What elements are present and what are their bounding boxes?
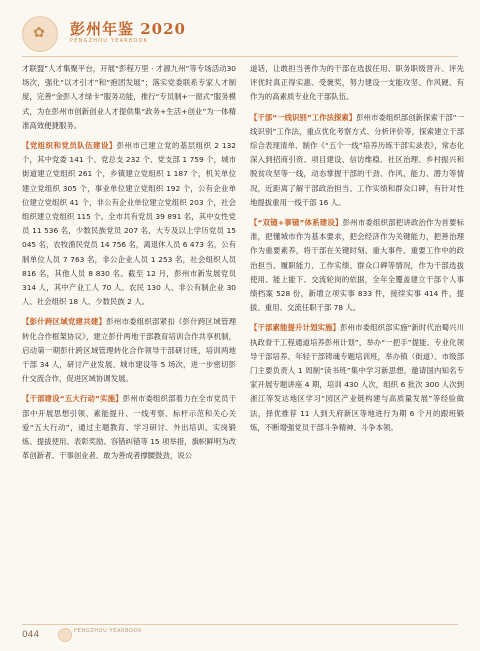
yearbook-subtitle: PENGZHOU YEARBOOK [70,38,149,44]
page-footer [0,618,480,651]
section-tag: 【干部素能提升计划实施】 [250,323,341,333]
paragraph-text: 彭州市委组织部创新探索干部“一线识别”工作法，重点优化考察方式、分析评价等，探索建立干部综合表现清单、制作《“五个一线”培养历练干部实录表》，常态化深入到招商引资、项目建设、信访维稳、社区治理、乡村振兴和脱贫攻坚等一线，动态掌握干部的干劲、作风、能力、潜力等情况，近距离了解干部政治担当、工作实绩和群众口碑，有针对性地提拔重用一线干部 16 人。 [250,112,464,207]
page-number: 044 [22,630,40,640]
paragraph [22,139,236,309]
footer-logo-icon [58,628,72,642]
paragraph [250,321,464,435]
section-tag: 【“双镜+事镜”体系建设】 [250,218,343,228]
right-column [250,62,464,441]
paragraph [22,392,236,463]
section-tag: 【干部“一线识别”工作法探索】 [250,112,357,122]
paragraph [250,62,464,105]
paragraph-text: 彭州市已建立党的基层组织 2 132 个，其中党委 141 个、党总支 232 个、党支部 1 759 个，城市街道建立党组织 261 个，乡镇建立党组织 1 187 个，机关单位建立党组织 305 个，事业单位建立党组织 192 个，公有企业单位建立党组织 41 个，非公有企业单位建立党组织 203 个，社会组织建立党组织 115 个。全市共有党员 39 891 名，其中女性党员 11 536 名，少数民族党员 207 名，大专及以上学历党员 15 045 名，农牧渔民党员 14 756 名，离退休人员 6 473 名，公有制单位人员 7 763 名，非公企业人员 1 253 名，社会组织人员 816 名，其他人员 8 830 名。截至 12 月，彭州市新发展党员 314 人，其中产业工人 70 人、农民 130 人、非公有制企业 30 人、社会组织 18 人、少数民族 2 人。 [22,141,236,307]
paragraph-text: 彭州市委组织部实施“新时代治蜀兴川执政骨干工程通道培养彭州计划”，举办“一把手”提能、专业化领导干部培养、年轻干部铸魂专题培训班，举办镇（街道）、市级部门主要负责人 1 周制“读书班”集中学习新思想，邀请国内知名专家开展专题讲座 4 期，培训 430 人次，组织 6 批次 300 人次到浙江等发达地区学习“园区产业链构建与高质量发展”等经验做法，择优推荐 11 人到天府新区等地进行为期 6 个月的跟班锻炼，不断增强党员干部斗争精神、斗争本领。 [250,323,464,432]
paragraph-text: 彭州市委组织部紧扣《彭什跨区域管理转化合作框架协议》，建立彭什两地干部教育培训合作共享机制，启动第一期彭什跨区域管理转化合作领导干部研讨班，培训两地干部 34 人，研讨产业发展、城市建设等 5 场次，进一步密切彭什交流合作，促进区域协调发展。 [22,317,236,384]
left-column [22,62,236,469]
paragraph-text: 道话，让敢担当善作为的干部在选拔任用、职务职级晋升、评先评优时真正得实惠、受褒奖，努力建设一支能攻坚、作风硬、有作为的高素质专业化干部队伍。 [250,64,464,102]
footer-divider [22,624,458,625]
page-header [0,0,480,58]
paragraph-text: 彭州市委组织部着力在全市党员干部中开展思想引领、素能提升、一线考察、标杆示范和关心关爱“五大行动”，通过主题教育、学习研讨、外出培训、实岗锻炼、提拔使用、表彰奖励、容错纠错等 15 项举措，旗帜鲜明为改革创新者、干事创业者、敢为善成者撑腰鼓劲，说公 [22,394,236,461]
header-divider [22,56,458,57]
logo-glyph: ✿ [33,25,45,41]
section-tag: 【干部建设“五大行动”实施】 [22,394,123,404]
paragraph [250,216,464,315]
footer-book-name: PENGZHOU YEARBOOK [74,628,142,634]
section-tag: 【彭什跨区域党建共建】 [22,317,107,327]
paragraph [22,62,236,133]
paragraph [250,111,464,210]
paragraph [22,315,236,386]
section-tag: 【党组织和党员队伍建设】 [22,141,117,151]
paragraph-text: 才联盟”人才集聚平台，开展“彭程万里 · 才源九州”等专场活动30场次，强化“以才引才”和“抱团发展”；落实党委联系专家人才制度，完善“金彭人才绿卡”服务功能，推行“专员制+一窗式”服务模式，为在彭州市创新创业人才提供集“政务+生活+创业”为一体精准高效便捷服务。 [22,64,236,130]
paragraph-text: 彭州市委组织部把讲政治作为首要标准，把懂城市作为基本要求，把会经济作为关键能力，把善治理作为重要素养，将干部在关键时刻、重大事件、重要工作中的政治担当、履职能力、工作实绩、群众口碑等情况，作为干部选拔使用、能上能下、交流轮岗的依据，全年全覆盖建立干部个人事绩档案 528 份，新增立项实事 833 件，接续实事 414 件，提拔、重用、交流任职干部 78 人。 [250,218,464,313]
yearbook-title: 彭州年鉴 2020 [70,20,186,38]
